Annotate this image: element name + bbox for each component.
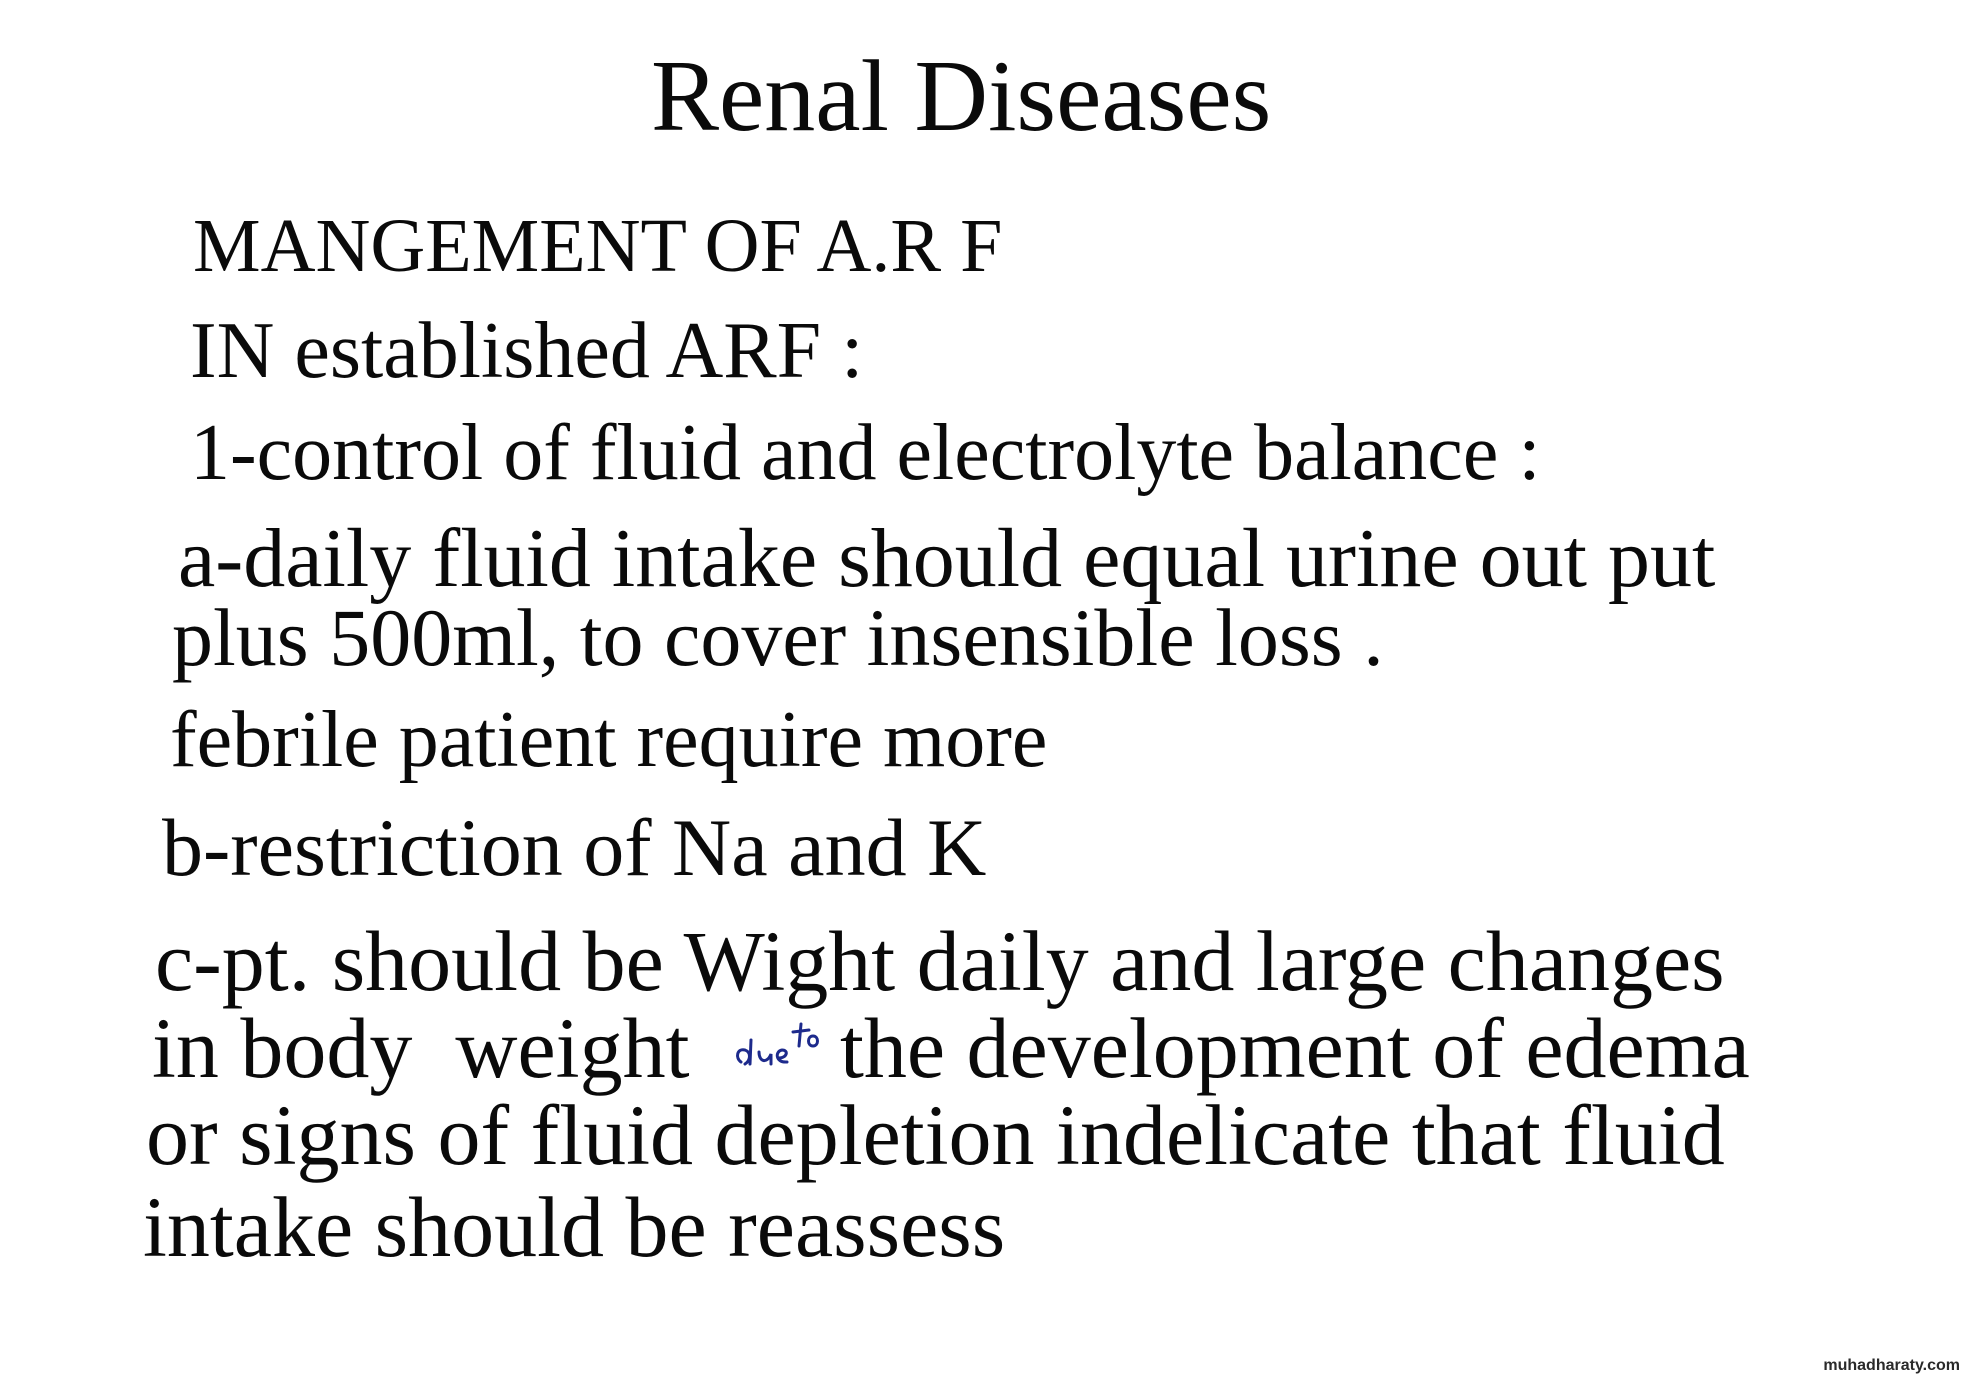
list-item: a-daily fluid intake should equal urine out put <box>178 512 1716 605</box>
list-item: in body weight the development of edema <box>152 1000 1750 1096</box>
list-item: intake should be reassess <box>143 1179 1006 1275</box>
handwriting-stroke-o <box>809 1036 818 1046</box>
slide-title: Renal Diseases <box>651 40 1272 153</box>
list-item: plus 500ml, to cover insensible loss . <box>172 592 1384 683</box>
list-item: febrile patient require more <box>170 696 1048 784</box>
list-item: or signs of fluid depletion indelicate that fluid <box>146 1087 1725 1183</box>
section-heading: MANGEMENT OF A.R F <box>193 204 1003 288</box>
list-item: 1-control of fluid and electrolyte balance : <box>190 409 1541 497</box>
subheading: IN established ARF : <box>190 307 864 395</box>
list-item: c-pt. should be Wight daily and large changes <box>155 913 1725 1009</box>
list-item: b-restriction of Na and K <box>162 802 987 893</box>
watermark: muhadharaty.com <box>1823 1357 1960 1374</box>
handwriting-stroke-d <box>738 1040 751 1064</box>
handwriting-stroke-u <box>759 1052 771 1064</box>
handwritten-annotation <box>731 1018 871 1080</box>
handwriting-stroke-t <box>793 1024 809 1046</box>
handwriting-stroke-e <box>777 1050 787 1062</box>
